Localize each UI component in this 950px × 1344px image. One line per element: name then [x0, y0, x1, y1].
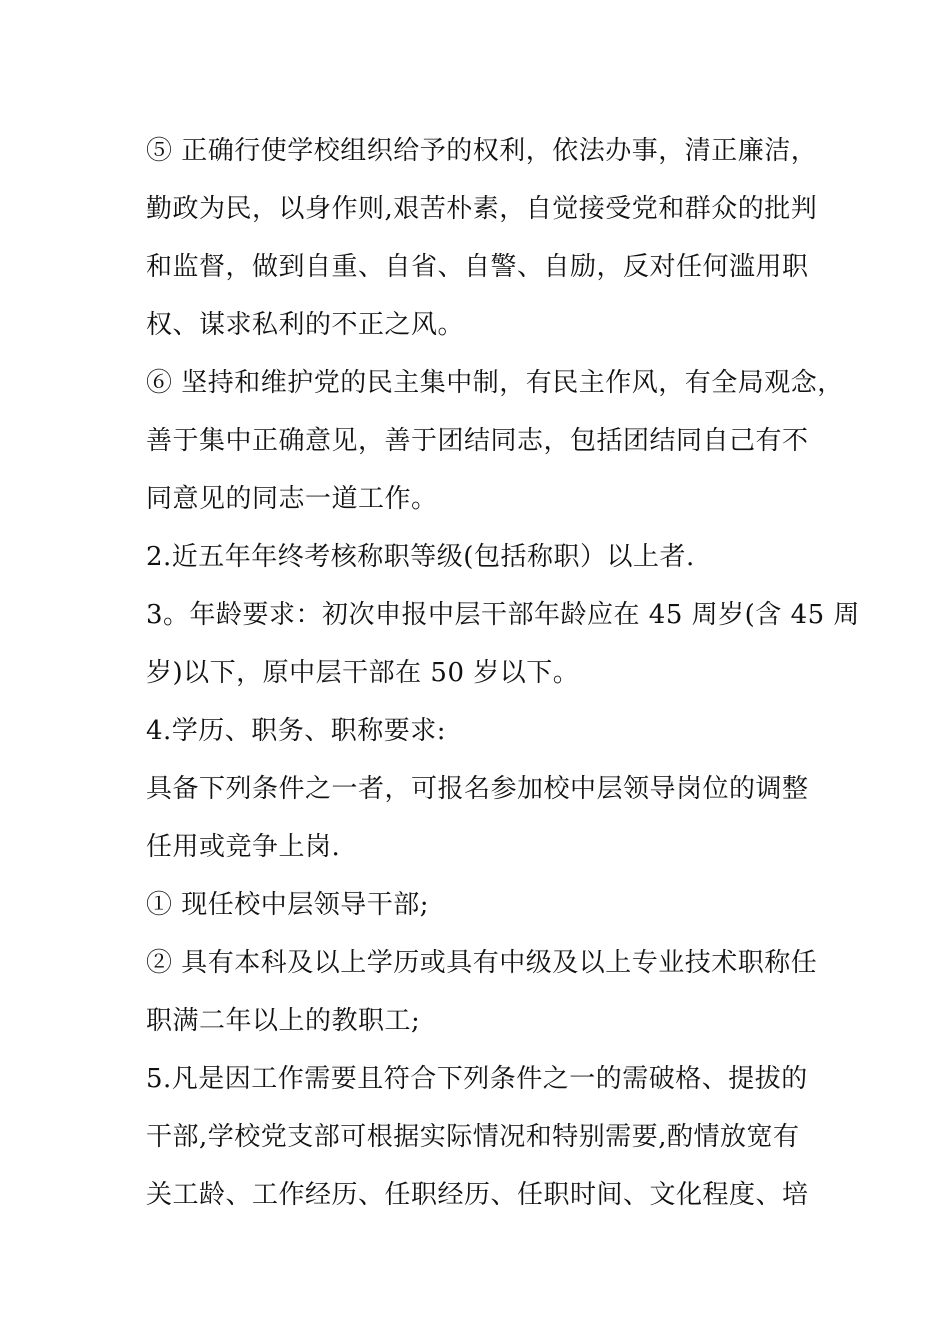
- text-line: 和监督，做到自重、自省、自警、自励，反对任何滥用职: [146, 252, 809, 282]
- text-line: ⑤ 正确行使学校组织给予的权利，依法办事，清正廉洁，: [146, 136, 818, 166]
- document-body: [146, 122, 860, 1224]
- text-line: ① 现任校中层领导干部;: [146, 890, 430, 920]
- text-line: 2.近五年年终考核称职等级(包括称职）以上者.: [146, 542, 695, 572]
- text-line: 3。年龄要求：初次申报中层干部年龄应在 45 周岁(含 45 周: [146, 600, 860, 630]
- text-line: 职满二年以上的教职工;: [146, 1006, 421, 1036]
- text-line: 勤政为民，以身作则,艰苦朴素，自觉接受党和群众的批判: [146, 194, 818, 224]
- text-line: 任用或竞争上岗.: [146, 832, 341, 862]
- text-line: 善于集中正确意见，善于团结同志，包括团结同自己有不: [146, 426, 809, 456]
- text-line: 具备下列条件之一者，可报名参加校中层领导岗位的调整: [146, 774, 809, 804]
- text-line: 权、谋求私利的不正之风。: [146, 310, 465, 340]
- text-line: 关工龄、工作经历、任职经历、任职时间、文化程度、培: [146, 1180, 809, 1210]
- text-line: 岁)以下，原中层干部在 50 岁以下。: [146, 658, 580, 688]
- text-line: 4.学历、职务、职称要求:: [146, 716, 447, 746]
- text-line: ⑥ 坚持和维护党的民主集中制，有民主作风，有全局观念，: [146, 368, 844, 398]
- text-line: 同意见的同志一道工作。: [146, 484, 438, 514]
- text-line: 干部,学校党支部可根据实际情况和特别需要,酌情放宽有: [146, 1122, 800, 1152]
- text-line: 5.凡是因工作需要且符合下列条件之一的需破格、提拔的: [146, 1064, 808, 1094]
- text-line: ② 具有本科及以上学历或具有中级及以上专业技术职称任: [146, 948, 818, 978]
